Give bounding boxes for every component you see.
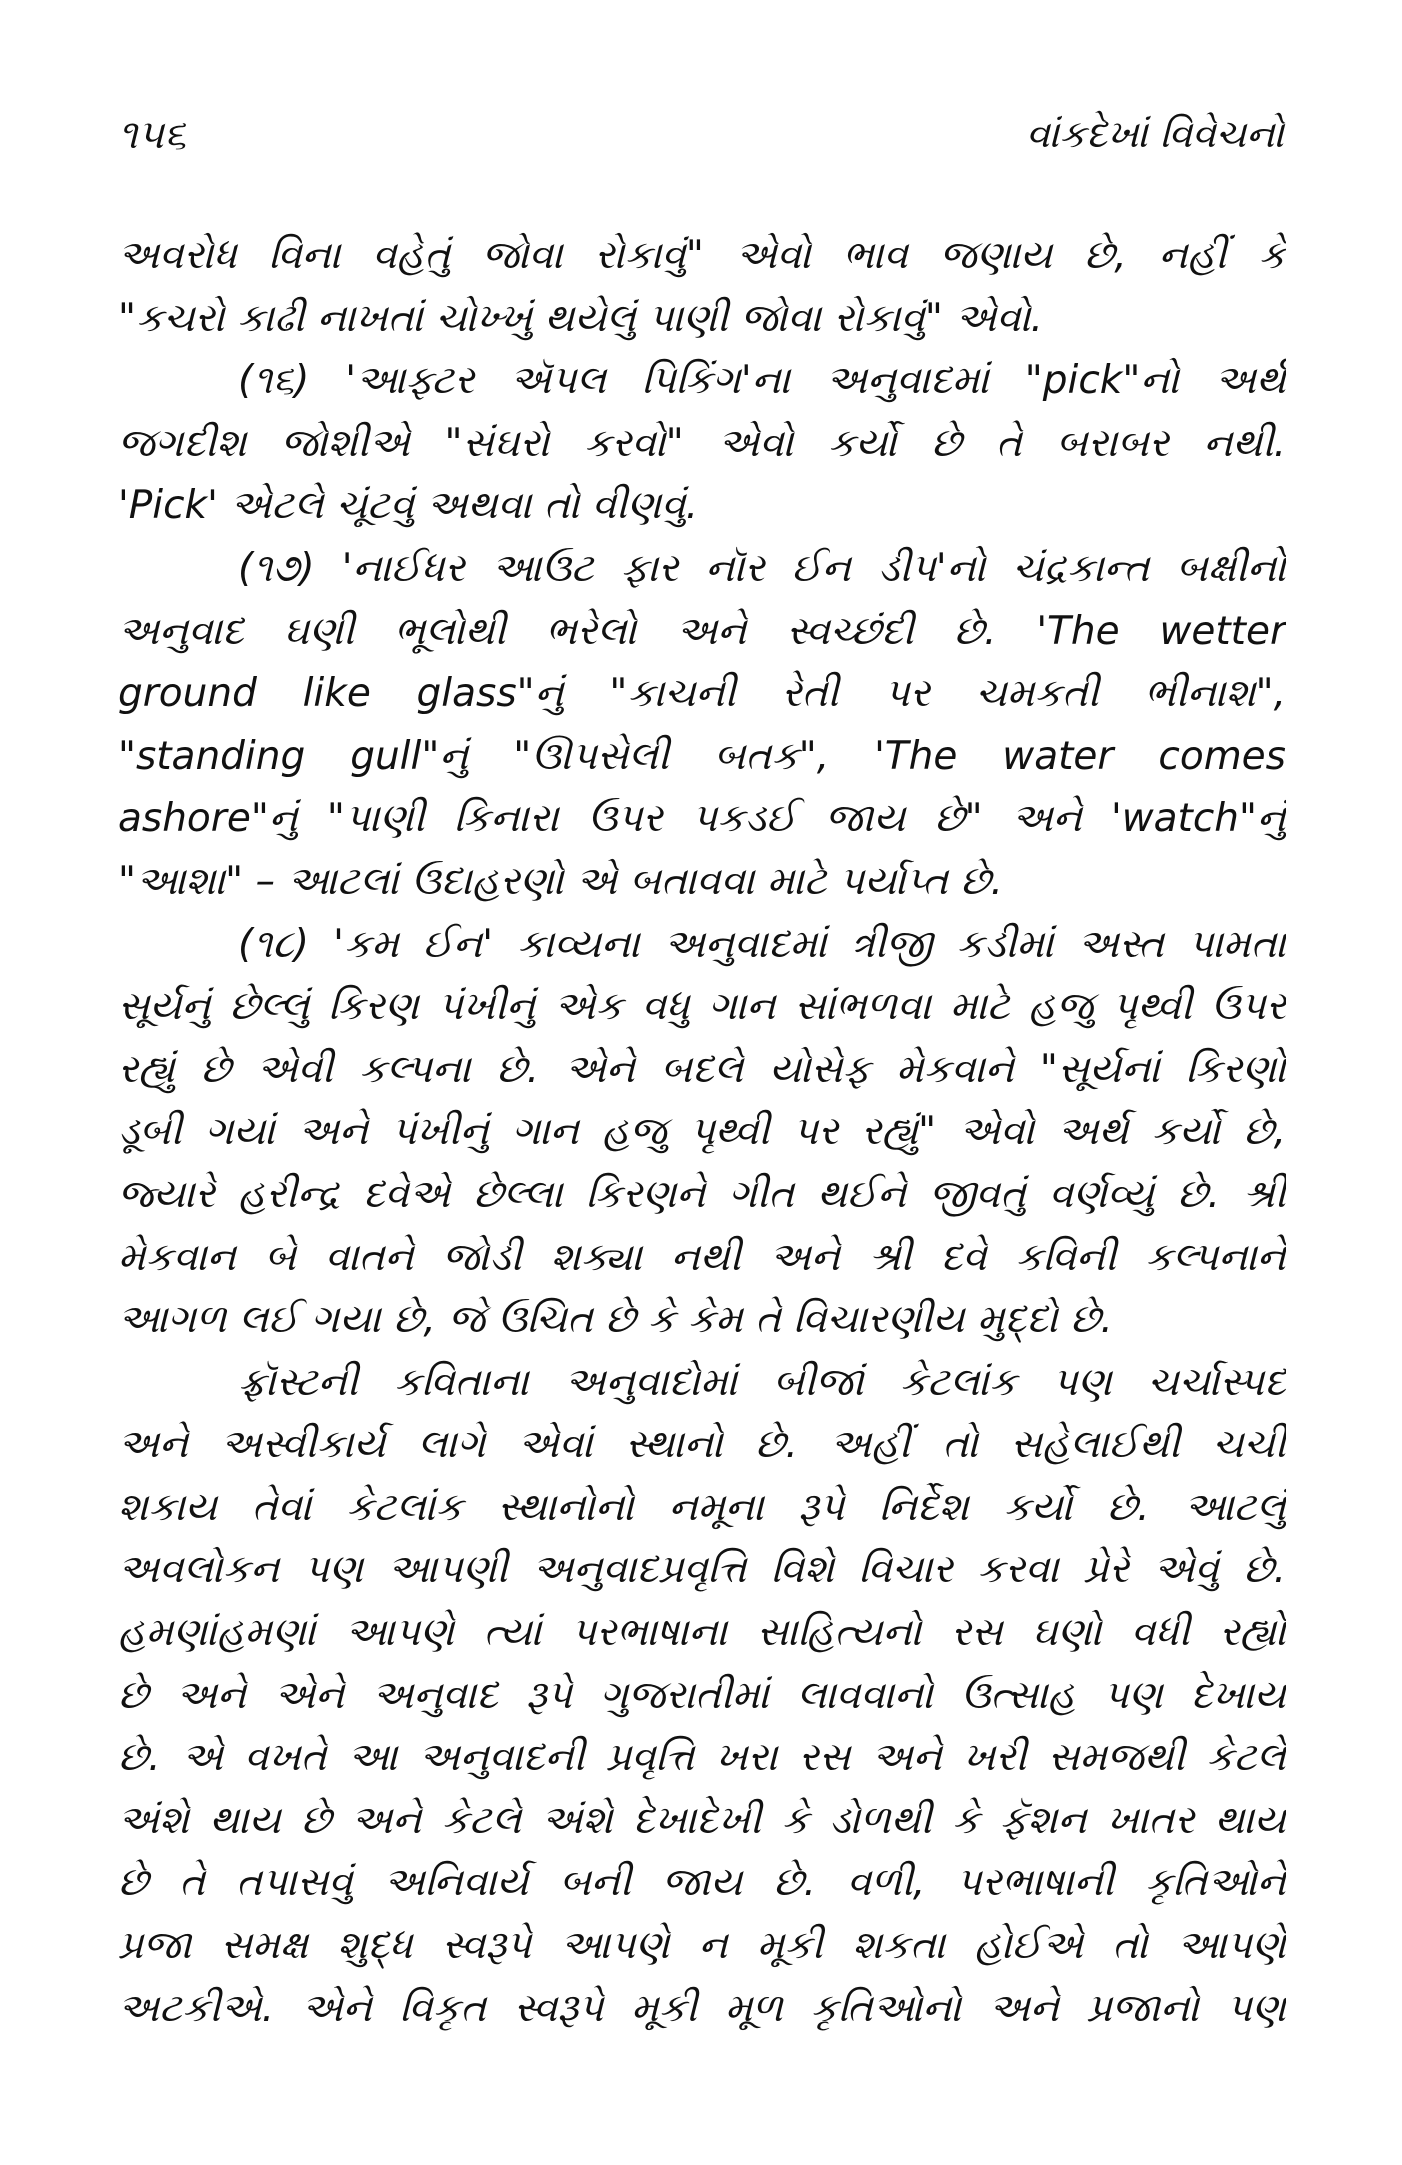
text-line: "કચરો કાઢી નાખતાં ચોખ્ખું થયેલું પાણી જોવા રોકાવું" એવો. [118,295,1043,341]
text-line: (૧૬) 'આફ્ટર ઍપલ પિકિંગ'ના અનુવાદમાં "pick"નો અર્થ [238,358,1286,404]
text-line: અનુવાદ ઘણી ભૂલોથી ભરેલો અને સ્વચ્છંદી છે. 'The wetter [118,608,1286,654]
text-line: અવલોકન પણ આપણી અનુવાદપ્રવૃત્તિ વિશે વિચાર કરવા પ્રેરે એવું છે. [118,1547,1286,1593]
text-line: (૧૭) 'નાઈધર આઉટ ફાર નૉર ઈન ડીપ'નો ચંદ્રકાન્ત બક્ષીનો [238,545,1286,591]
running-head: વાંકદેખાં વિવેચનો [1026,112,1284,156]
text-line: સૂર્યનું છેલ્લું કિરણ પંખીનું એક વધુ ગાન સાંભળવા માટે હજુ પૃથ્વી ઉપર [118,984,1286,1030]
text-line: અટકીએ. એને વિકૃત સ્વરૂપે મૂકી મૂળ કૃતિઓનો અને પ્રજાનો પણ [118,1985,1286,2031]
text-line: ડૂબી ગયાં અને પંખીનું ગાન હજુ પૃથ્વી પર રહ્યું" એવો અર્થ કર્યો છે, [118,1109,1286,1155]
text-line: "આશા" – આટલાં ઉદાહરણો એ બતાવવા માટે પર્યાપ્ત છે. [118,858,1003,904]
text-line: અંશે થાય છે અને કેટલે અંશે દેખાદેખી કે ડોળથી કે ફૅશન ખાતર થાય [118,1797,1286,1843]
text-line: 'Pick' એટલે ચૂંટવું અથવા તો વીણવું. [118,483,699,529]
text-line: જ્યારે હરીન્દ્ર દવેએ છેલ્લા કિરણને ગીત થઈને જીવતું વર્ણવ્યું છે. શ્રી [118,1171,1286,1217]
text-line: અને અસ્વીકાર્ય લાગે એવાં સ્થાનો છે. અહીં તો સહેલાઈથી ચર્ચી [118,1422,1286,1468]
text-line: ashore"નું "પાણી કિનારા ઉપર પકડઈ જાય છે" અને 'watch"નું [118,796,1286,842]
text-line: છે અને એને અનુવાદ રૂપે ગુજરાતીમાં લાવવાનો ઉત્સાહ પણ દેખાય [118,1672,1286,1718]
text-line: પ્રજા સમક્ષ શુદ્ધ સ્વરૂપે આપણે ન મૂકી શકતા હોઈએ તો આપણે [118,1923,1286,1969]
text-line: આગળ લઈ ગયા છે, જે ઉચિત છે કે કેમ તે વિચારણીય મુદ્દો છે. [118,1297,1113,1343]
text-line: રહ્યું છે એવી કલ્પના છે. એને બદલે યોસેફ મેકવાને "સૂર્યનાં કિરણો [118,1046,1286,1092]
text-line: "standing gull"નું "ઊપસેલી બતક", 'The water comes [118,733,1286,779]
text-line: જગદીશ જોશીએ "સંઘરો કરવો" એવો કર્યો છે તે બરાબર નથી. [118,420,1286,466]
text-line: હમણાંહમણાં આપણે ત્યાં પરભાષાના સાહિત્યનો રસ ઘણો વધી રહ્યો [118,1610,1286,1656]
page-number: ૧૫૬ [118,112,187,158]
text-line: મેકવાન બે વાતને જોડી શક્યા નથી અને શ્રી દવે કવિની કલ્પનાને [118,1234,1286,1280]
page-header [118,112,1284,162]
body-text [118,225,1286,2040]
text-line: (૧૮) 'કમ ઈન' કાવ્યના અનુવાદમાં ત્રીજી કડીમાં અસ્ત પામતા [238,921,1286,967]
text-line: શકાય તેવાં કેટલાંક સ્થાનોનો નમૂના રૂપે નિર્દેશ કર્યો છે. આટલું [118,1484,1286,1530]
text-line: ground like glass"નું "કાચની રેતી પર ચમકતી ભીનાશ", [118,671,1286,717]
text-line: ફ્રૉસ્ટની કવિતાના અનુવાદોમાં બીજાં કેટલાંક પણ ચર્ચાસ્પદ [238,1359,1286,1405]
text-line: અવરોધ વિના વહેતું જોવા રોકાવું" એવો ભાવ જણાય છે, નહીં કે [118,233,1286,278]
text-line: છે તે તપાસવું અનિવાર્ય બની જાય છે. વળી, પરભાષાની કૃતિઓને [118,1860,1286,1906]
text-line: છે. એ વખતે આ અનુવાદની પ્રવૃત્તિ ખરા રસ અને ખરી સમજથી કેટલે [118,1735,1286,1781]
